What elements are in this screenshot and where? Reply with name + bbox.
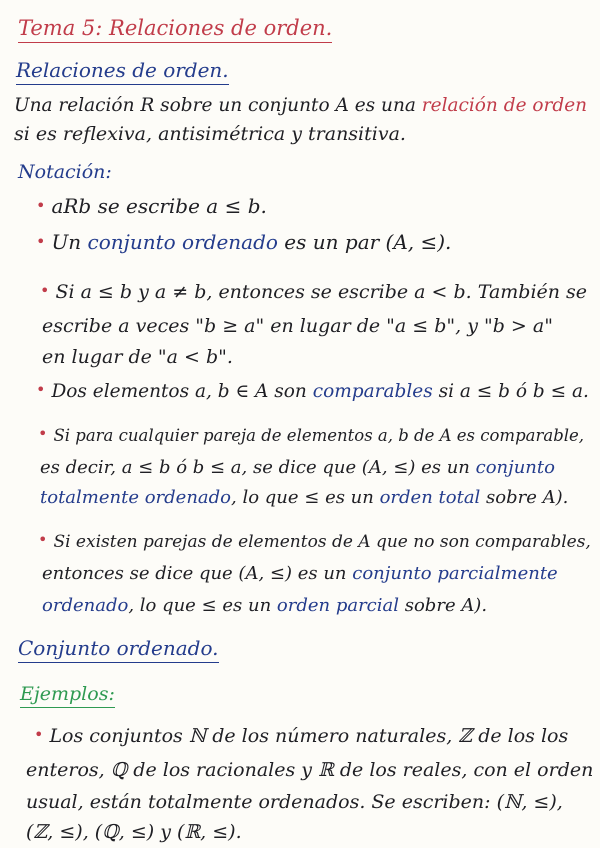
bullet-6-text-1: Si existen parejas de elementos de A que no son comparables, [53,532,591,552]
example-line-3 [26,790,563,814]
example-text-1: Los conjuntos ℕ de los número naturales, ℤ de los los [49,725,569,747]
bullet-5-line-1 [38,424,584,448]
bullet-5-text-4: sobre A). [480,487,569,508]
definition-text-2: si es reflexiva, antisimétrica y transitiva. [14,123,406,145]
bullet-3-text-1: Si a ≤ b y a ≠ b, entonces se escribe a < b. También se [55,281,588,303]
bullet-dot-icon: • [38,424,48,443]
bullet-dot-icon: • [36,196,46,215]
section-heading-relaciones [16,58,229,82]
ejemplos-heading-text: Ejemplos: [20,683,115,708]
bullet-3-text-3: en lugar de "a < b". [42,346,233,368]
example-line-4 [26,820,242,844]
bullet-6-term-1: conjunto parcialmente [352,563,558,584]
section-heading-conjunto-text [18,636,219,663]
bullet-6-term-3: orden parcial [276,595,400,616]
section-heading-relaciones-text: Relaciones de orden. [16,58,229,85]
bullet-5-line-3 [40,486,568,510]
example-line-1 [34,724,568,749]
bullet-3-line-2 [42,314,553,338]
notacion-heading [18,160,112,184]
bullet-5-text-1: Si para cualquier pareja de elementos a, b de A es comparable, [53,426,585,445]
bullet-4-text-b: si a ≤ b ó b ≤ a. [432,381,589,402]
bullet-dot-icon: • [34,725,44,744]
section-heading-conjunto-label: Conjunto ordenado. [18,636,219,660]
bullet-dot-icon: • [38,530,48,549]
ejemplos-heading [20,682,115,706]
bullet-dot-icon: • [36,232,46,251]
bullet-6-line-2 [42,562,558,586]
bullet-6-line-3 [42,594,487,618]
bullet-4 [36,380,589,404]
bullet-2-term: conjunto ordenado [87,230,278,254]
definition-text: Una relación R sobre un conjunto A es una [14,95,422,116]
bullet-5-term-1: conjunto [475,457,555,478]
bullet-2-text-b: es un par (A, ≤). [277,230,452,254]
bullet-1 [36,194,267,220]
bullet-6-line-1 [38,530,591,554]
bullet-5-term-3: orden total [379,487,481,508]
bullet-4-term: comparables [312,381,433,402]
bullet-2-text: Un [51,230,88,254]
page-title [18,16,332,40]
bullet-5-text-3: , lo que ≤ es un [231,487,380,508]
notacion-heading-text: Notación: [18,161,112,183]
bullet-5-line-2 [40,456,555,480]
definition-line-1 [14,94,587,118]
bullet-6-text-3: , lo que ≤ es un [128,595,277,616]
example-text-2: enteros, ℚ de los racionales y ℝ de los reales, con el orden [26,759,594,781]
bullet-3-text-2: escribe a veces "b ≥ a" en lugar de "a ≤ b", y "b > a" [42,315,553,337]
bullet-1-text: aRb se escribe a ≤ b. [51,194,267,218]
bullet-2 [36,230,451,256]
bullet-dot-icon: • [36,380,46,399]
example-text-4: (ℤ, ≤), (ℚ, ≤) y (ℝ, ≤). [26,821,242,843]
bullet-4-text: Dos elementos a, b ∈ A son [51,381,313,402]
bullet-5-term-2: totalmente ordenado [40,487,232,508]
definition-line-2 [14,122,406,146]
bullet-6-text-4: sobre A). [399,595,488,616]
bullet-3-line-1 [40,280,587,305]
bullet-5-text-2: es decir, a ≤ b ó b ≤ a, se dice que (A, ≤) es un [40,457,476,478]
bullet-6-text-2: entonces se dice que (A, ≤) es un [42,563,353,584]
bullet-6-term-2: ordenado [42,595,129,616]
section-heading-conjunto [18,636,219,660]
example-text-3: usual, están totalmente ordenados. Se escriben: (ℕ, ≤), [26,791,563,813]
bullet-dot-icon: • [40,281,50,300]
definition-term: relación de orden [421,95,588,116]
example-line-2 [26,758,593,782]
bullet-3-line-3 [42,345,233,369]
page-title-text: Tema 5: Relaciones de orden. [18,16,332,43]
